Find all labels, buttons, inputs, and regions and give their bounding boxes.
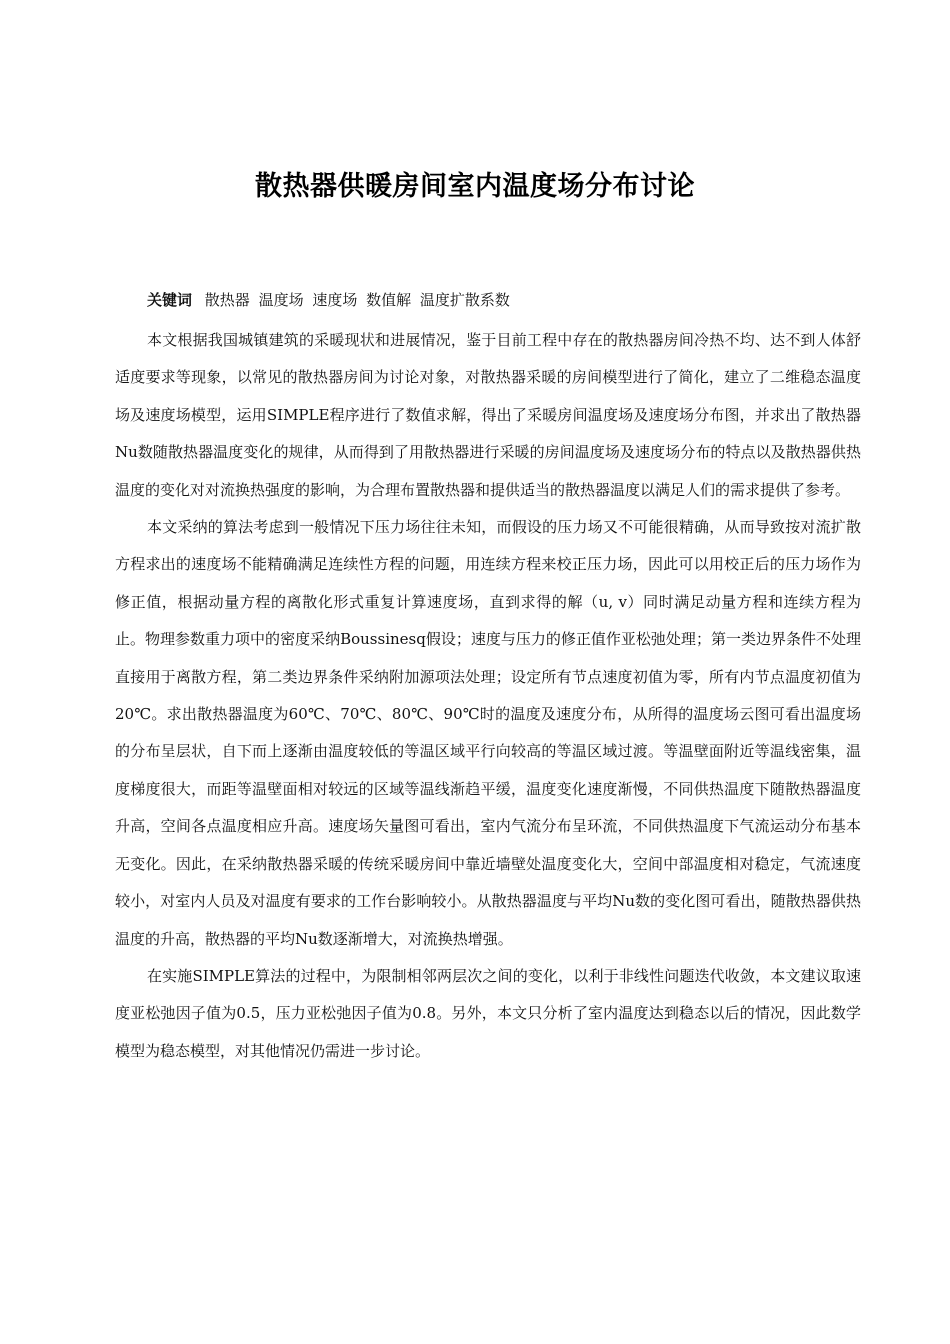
paragraph-1: 本文根据我国城镇建筑的采暖现状和进展情况，鉴于目前工程中存在的散热器房间冷热不均、达不到人体舒适度要求等现象，以常见的散热器房间为讨论对象，对散热器采暖的房间模型进行了简化，建立了二维稳态温度场及速度场模型，运用SIMPLE程序进行了数值求解，得出了采暖房间温度场及速度场分布图，并求出了散热器Nu数随散热器温度变化的规律，从而得到了用散热器进行采暖的房间温度场及速度场分布的特点以及散热器供热温度的变化对对流换热强度的影响，为合理布置散热器和提供适当的散热器温度以满足人们的需求提供了参考。: [115, 331, 861, 499]
keywords-label: 关键词: [147, 291, 193, 309]
document-body: [115, 286, 861, 1070]
keywords-line: [147, 286, 861, 314]
paragraph-2: 本文采纳的算法考虑到一般情况下压力场往往未知，而假设的压力场又不可能很精确，从而导致按对流扩散方程求出的速度场不能精确满足连续性方程的问题，用连续方程来校正压力场，因此可以用校正后的压力场作为修正值，根据动量方程的离散化形式重复计算速度场，直到求得的解（u, v）同时满足动量方程和连续方程为止。物理参数重力项中的密度采纳Boussinesq假设；速度与压力的修正值作亚松弛处理；第一类边界条件不处理直接用于离散方程，第二类边界条件采纳附加源项法处理；设定所有节点速度初值为零，所有内节点温度初值为20℃。求出散热器温度为60℃、70℃、80℃、90℃时的温度及速度分布，从所得的温度场云图可看出温度场的分布呈层状，自下而上逐渐由温度较低的等温区域平行向较高的等温区域过渡。等温壁面附近等温线密集，温度梯度很大，而距等温壁面相对较远的区域等温线渐趋平缓，温度变化速度渐慢，不同供热温度下随散热器温度升高，空间各点温度相应升高。速度场矢量图可看出，室内气流分布呈环流，不同供热温度下气流运动分布基本无变化。因此，在采纳散热器采暖的传统采暖房间中靠近墙壁处温度变化大，空间中部温度相对稳定，气流速度较小，对室内人员及对温度有要求的工作台影响较小。从散热器温度与平均Nu数的变化图可看出，随散热器供热温度的升高，散热器的平均Nu数逐渐增大，对流换热增强。: [115, 518, 861, 948]
page-title: 散热器供暖房间室内温度场分布讨论: [255, 171, 695, 202]
paragraph-3: 在实施SIMPLE算法的过程中，为限制相邻两层次之间的变化，以利于非线性问题迭代收敛，本文建议取速度亚松弛因子值为0.5，压力亚松弛因子值为0.8。另外，本文只分析了室内温度达到稳态以后的情况，因此数学模型为稳态模型，对其他情况仍需进一步讨论。: [115, 966, 861, 1060]
keywords-text: 散热器 温度场 速度场 数值解 温度扩散系数: [204, 291, 510, 309]
